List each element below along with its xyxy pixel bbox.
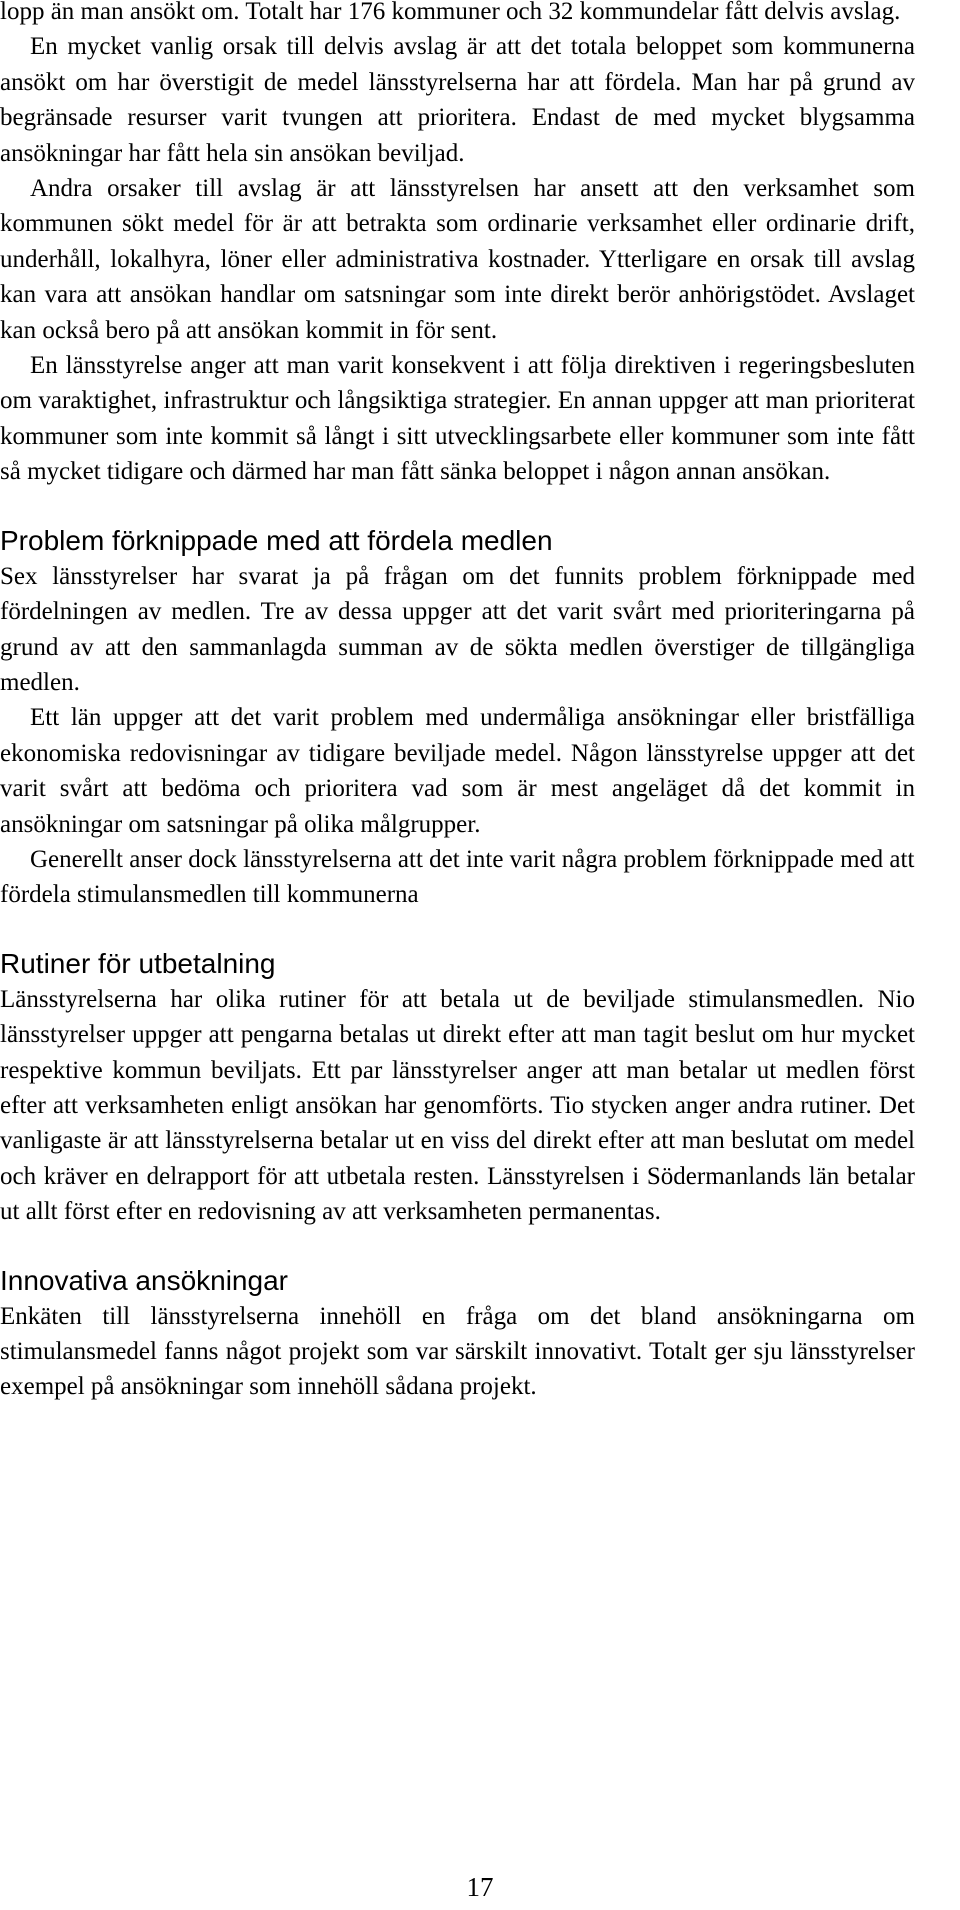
paragraph: Enkäten till länsstyrelserna innehöll en fråga om det bland ansökningarna om stimulansmedel fanns något projekt som var särskilt innovativt. Totalt ger sju länsstyrelser exempel på ansökningar som innehöll sådana projekt. xyxy=(0,1302,915,1401)
paragraph: En mycket vanlig orsak till delvis avslag är att det totala beloppet som kommunerna ansökt om har överstigit de medel länsstyrelserna har att fördela. Man har på grund av begränsade resurser varit tvungen att prioritera. Endast de med mycket blygsamma ansökningar har fått hela sin ansökan beviljad. xyxy=(0,33,915,167)
section-heading-problem: Problem förknippade med att fördela medlen xyxy=(0,524,553,556)
section-heading-rutiner: Rutiner för utbetalning xyxy=(0,947,276,979)
paragraph: Generellt anser dock länsstyrelserna att det inte varit några problem förknippade med att fördela stimulansmedlen till kommunerna xyxy=(0,845,915,909)
paragraph: lopp än man ansökt om. Totalt har 176 kommuner och 32 kommundelar fått delvis avslag. xyxy=(0,0,901,25)
section-heading-innovativa: Innovativa ansökningar xyxy=(0,1264,288,1296)
paragraph: En länsstyrelse anger att man varit konsekvent i att följa direktiven i regeringsbesluten om varaktighet, infrastruktur och långsiktiga strategier. En annan uppger att man prioriterat kommuner som inte kommit så långt i sitt utvecklingsarbete eller kommuner som inte fått så mycket tidigare och därmed har man fått sänka beloppet i någon annan ansökan. xyxy=(0,352,915,486)
paragraph: Länsstyrelserna har olika rutiner för att betala ut de beviljade stimulansmedlen. Nio länsstyrelser uppger att pengarna betalas ut direkt efter att man tagit beslut om hur mycket respektive kommun beviljats. Ett par länsstyrelser anger att man betalar ut medlen först efter att verksamheten enligt ansökan har genomförts. Tio stycken anger andra rutiner. Det vanligaste är att länsstyrelserna betalar ut en viss del direkt efter att man beslutat om medel och kräver en delrapport för att utbetala resten. Länsstyrelsen i Södermanlands län betalar ut allt först efter en redovisning av att verksamheten permanentas. xyxy=(0,985,915,1226)
page-number: 17 xyxy=(466,1872,494,1902)
paragraph: Sex länsstyrelser har svarat ja på frågan om det funnits problem förknippade med fördelningen av medlen. Tre av dessa uppger att det varit svårt med prioriteringarna på grund av att den sammanlagda summan av de sökta medlen överstiger de tillgängliga medlen. xyxy=(0,562,915,696)
paragraph: Ett län uppger att det varit problem med undermåliga ansökningar eller bristfälliga ekonomiska redovisningar av tidigare beviljade medel. Någon länsstyrelse uppger att det varit svårt att bedöma och prioritera vad som är mest angeläget då det kommit in ansökningar om satsningar på olika målgrupper. xyxy=(0,704,915,838)
paragraph: Andra orsaker till avslag är att länsstyrelsen har ansett att den verksamhet som kommunen sökt medel för är att betrakta som ordinarie verksamhet eller ordinarie drift, underhåll, lokalhyra, löner eller administrativa kostnader. Ytterligare en orsak till avslag kan vara att ansökan handlar om satsningar som inte direkt berör anhörigstödet. Avslaget kan också bero på att ansökan kommit in för sent. xyxy=(0,175,915,344)
